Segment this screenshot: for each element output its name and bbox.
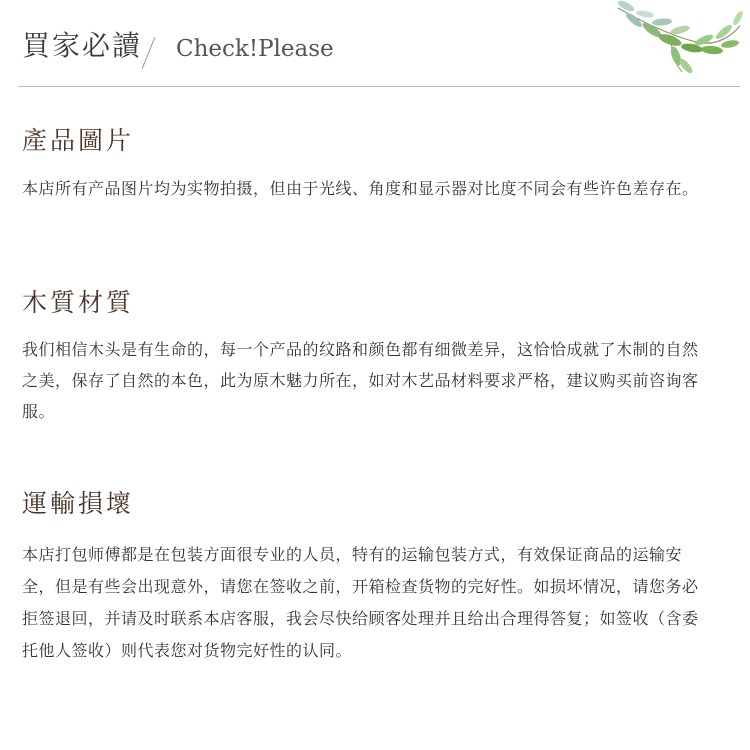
header-title-separator xyxy=(142,37,156,69)
section-body: 本店打包师傅都是在包装方面很专业的人员，特有的运输包装方式，有效保证商品的运输安全，但是有些会出现意外，请您在签收之前，开箱检查货物的完好性。如损坏情况，请您务必拒签退回，并请及时联系本店客服，我会尽快给顾客处理并且给出合理得答复；如签收（含委托他人签收）则代表您对货物完好性的认同。 xyxy=(22,545,699,660)
section-wood-material xyxy=(22,286,712,427)
section-title: 產品圖片 xyxy=(22,126,135,155)
header-title-english: Check!Please xyxy=(176,36,334,62)
header-divider xyxy=(18,86,740,87)
section-title: 運輸損壞 xyxy=(22,489,135,518)
section-body: 本店所有产品图片均为实物拍摄，但由于光线、角度和显示器对比度不同会有些许色差存在。 xyxy=(22,179,699,198)
leaf-branch-icon xyxy=(612,0,744,78)
header-title-chinese: 買家必讀 xyxy=(22,29,143,62)
section-product-images xyxy=(22,124,712,204)
page-header xyxy=(0,0,750,88)
section-body: 我们相信木头是有生命的，每一个产品的纹路和颜色都有细微差异，这恰恰成就了木制的自然之美，保存了自然的本色，此为原木魅力所在，如对木艺品材料要求严格，建议购买前咨询客服。 xyxy=(22,340,699,421)
section-title: 木質材質 xyxy=(22,288,135,317)
section-shipping-damage xyxy=(22,487,712,667)
